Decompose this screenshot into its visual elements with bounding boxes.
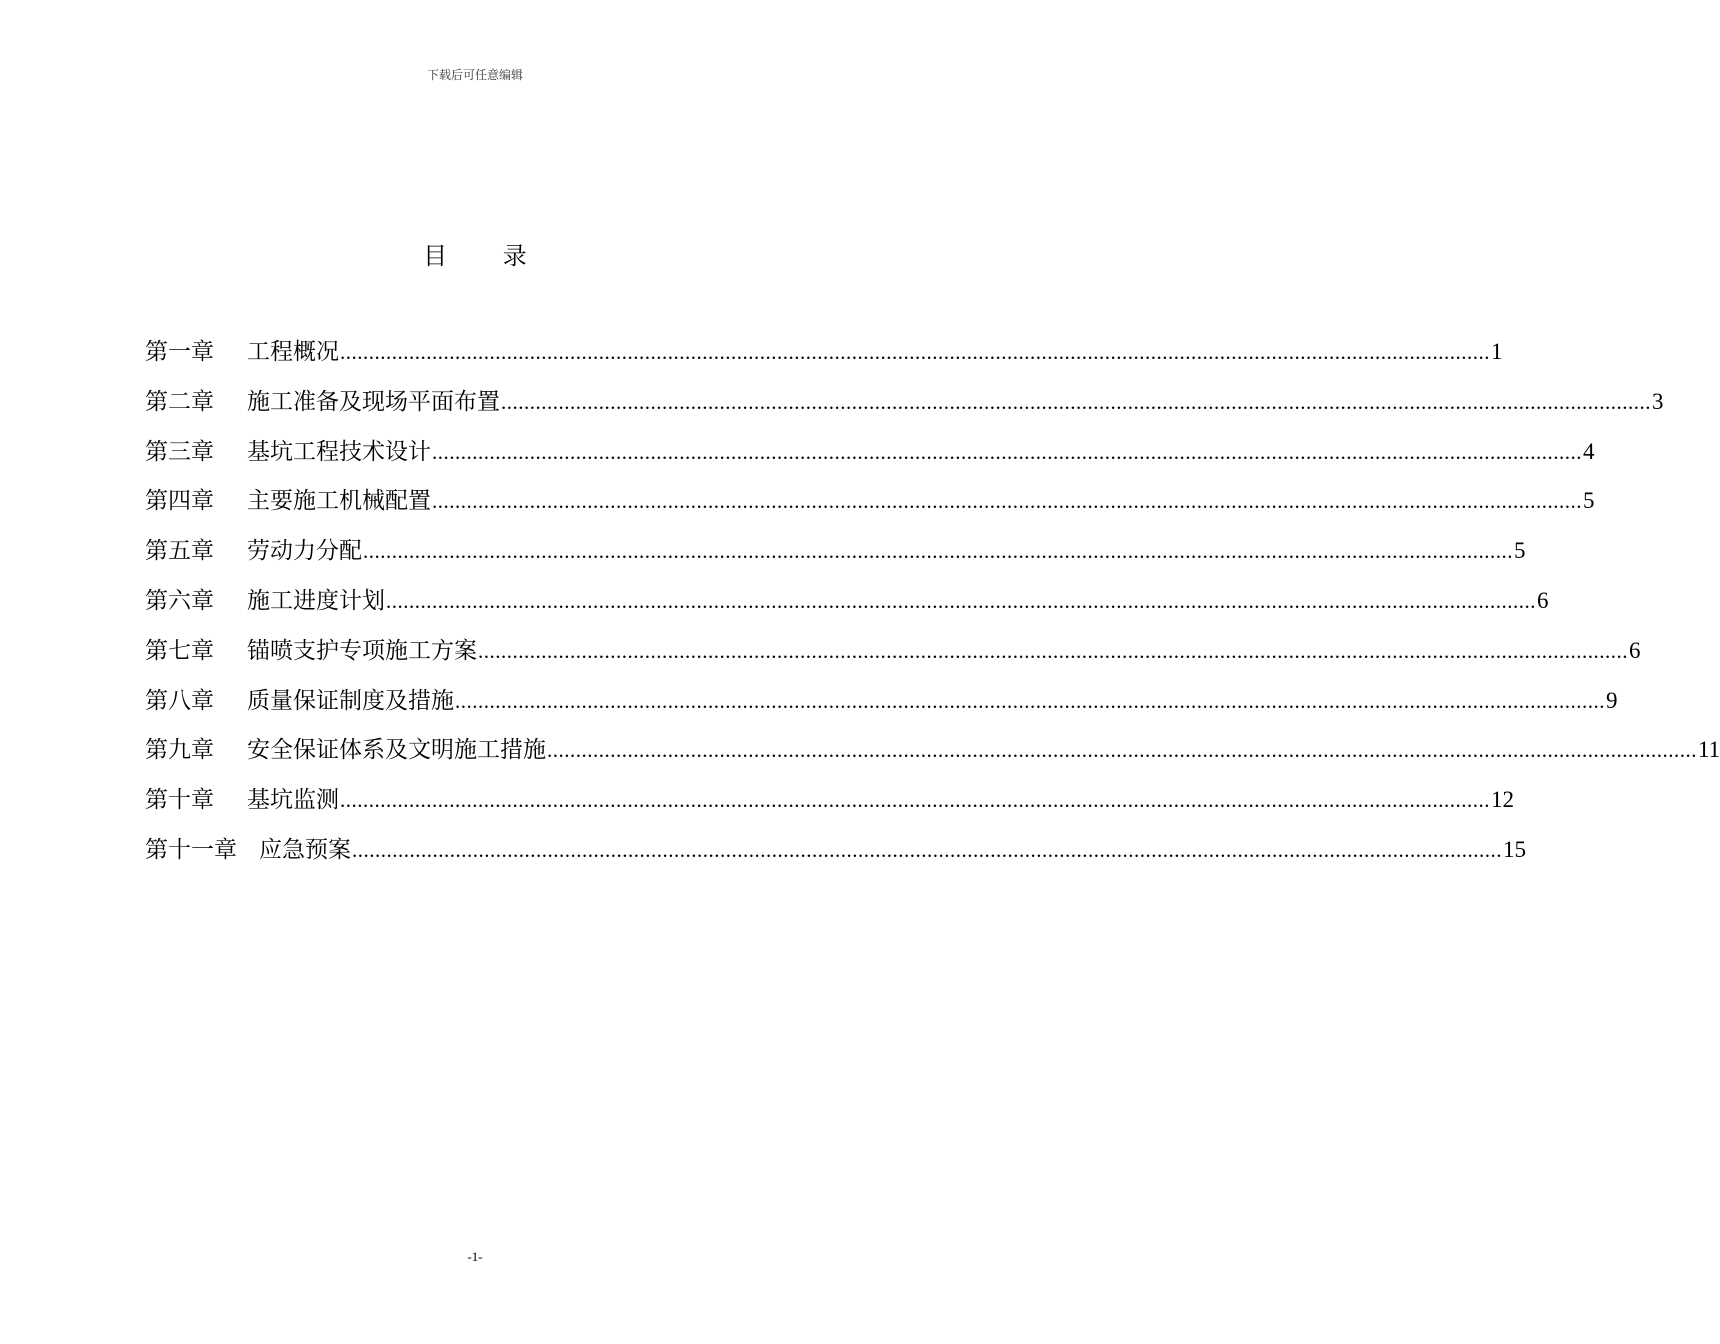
- chapter-number: 第三章: [145, 438, 214, 465]
- toc-entry-5[interactable]: [145, 532, 1526, 582]
- page-number: 9: [1606, 687, 1618, 713]
- page-number: 1: [1491, 339, 1503, 364]
- page-footer: -1-: [467, 1249, 483, 1264]
- toc-title: 目 录: [423, 242, 551, 270]
- chapter-title: 施工进度计划: [247, 587, 385, 614]
- toc-entry-3[interactable]: [145, 433, 1595, 483]
- dot-leader: ........................................................................................................................................................................................................: [340, 340, 1490, 364]
- chapter-number: 第七章: [145, 637, 214, 664]
- dot-leader: ........................................................................................................................................................................................................: [386, 588, 1536, 613]
- dot-leader: ........................................................................................................................................................................................................: [352, 837, 1502, 862]
- toc-entry-4[interactable]: [145, 482, 1595, 532]
- chapter-number: 第五章: [145, 538, 214, 565]
- chapter-number: 第六章: [145, 587, 214, 614]
- dot-leader: ........................................................................................................................................................................................................: [432, 439, 1582, 464]
- chapter-title: 主要施工机械配置: [247, 488, 431, 515]
- chapter-title: 质量保证制度及措施: [247, 687, 454, 714]
- page-number: 15: [1503, 836, 1526, 862]
- page-number: 4: [1583, 438, 1595, 464]
- dot-leader: ........................................................................................................................................................................................................: [455, 688, 1605, 713]
- chapter-title: 劳动力分配: [247, 538, 362, 565]
- chapter-title: 工程概况: [247, 339, 339, 365]
- page-number: 5: [1514, 538, 1526, 564]
- chapter-title: 应急预案: [259, 836, 351, 863]
- chapter-title: 安全保证体系及文明施工措施: [247, 737, 546, 764]
- chapter-number: 第二章: [145, 388, 214, 415]
- toc-entry-7[interactable]: [145, 632, 1641, 682]
- chapter-number: 第九章: [145, 737, 214, 764]
- page-number: 6: [1537, 587, 1549, 613]
- table-of-contents: [145, 333, 1720, 881]
- toc-entry-6[interactable]: [145, 582, 1549, 632]
- page-number: 3: [1652, 388, 1664, 414]
- page-number: 12: [1491, 787, 1514, 813]
- page-number: 11: [1698, 737, 1720, 763]
- dot-leader: ........................................................................................................................................................................................................: [478, 638, 1628, 663]
- dot-leader: ........................................................................................................................................................................................................: [340, 788, 1490, 813]
- page-number: 6: [1629, 637, 1641, 663]
- toc-entry-1[interactable]: [145, 333, 1503, 383]
- chapter-number: 第十一章: [145, 836, 237, 863]
- chapter-title: 基坑工程技术设计: [247, 438, 431, 465]
- toc-entry-11[interactable]: [145, 831, 1526, 881]
- chapter-title: 锚喷支护专项施工方案: [247, 637, 477, 664]
- chapter-title: 基坑监测: [247, 787, 339, 814]
- header-note: 下载后可任意编辑: [426, 68, 523, 82]
- dot-leader: ........................................................................................................................................................................................................: [501, 389, 1651, 414]
- chapter-number: 第一章: [145, 339, 214, 365]
- dot-leader: ........................................................................................................................................................................................................: [363, 539, 1513, 564]
- chapter-number: 第十章: [145, 787, 214, 814]
- toc-entry-2[interactable]: [145, 383, 1664, 433]
- dot-leader: ........................................................................................................................................................................................................: [547, 738, 1697, 763]
- chapter-number: 第八章: [145, 687, 214, 714]
- chapter-title: 施工准备及现场平面布置: [247, 388, 500, 415]
- toc-entry-10[interactable]: [145, 781, 1514, 831]
- chapter-number: 第四章: [145, 488, 214, 515]
- toc-entry-8[interactable]: [145, 682, 1618, 732]
- dot-leader: ........................................................................................................................................................................................................: [432, 489, 1582, 514]
- toc-entry-9[interactable]: [145, 731, 1720, 781]
- page-number: 5: [1583, 488, 1595, 514]
